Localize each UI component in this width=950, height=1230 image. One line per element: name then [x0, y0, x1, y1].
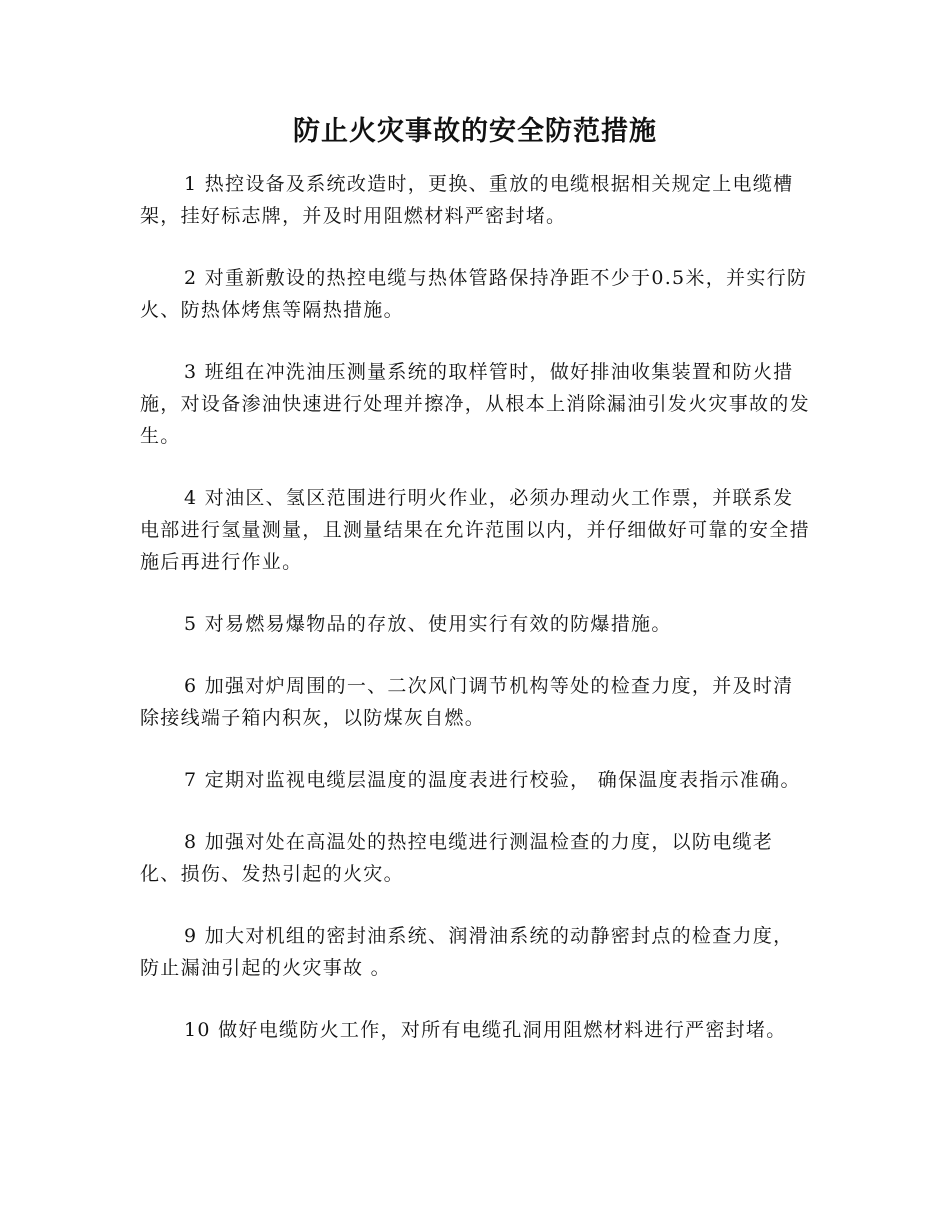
measure-item-2: 2 对重新敷设的热控电缆与热体管路保持净距不少于0.5米，并实行防火、防热体烤焦等隔热措施。 — [140, 267, 808, 321]
measure-item-10: 10 做好电缆防火工作，对所有电缆孔洞用阻燃材料进行严密封堵。 — [184, 1019, 787, 1041]
document-title: 防止火灾事故的安全防范措施 — [293, 116, 657, 147]
measures-list — [140, 168, 810, 1046]
measure-item-8: 8 加强对处在高温处的热控电缆进行测温检查的力度，以防电缆老化、损伤、发热引起的火灾。 — [140, 831, 774, 885]
measure-item-4: 4 对油区、氢区范围进行明火作业，必须办理动火工作票，并联系发电部进行氢量测量，且测量结果在允许范围以内，并仔细做好可靠的安全措施后再进行作业。 — [140, 487, 810, 573]
measure-item-6: 6 加强对炉周围的一、二次风门调节机构等处的检查力度，并及时清除接线端子箱内积灰，以防煤灰自燃。 — [140, 675, 794, 729]
measure-item-5: 5 对易燃易爆物品的存放、使用实行有效的防爆措施。 — [184, 613, 672, 635]
measure-item-1: 1 热控设备及系统改造时，更换、重放的电缆根据相关规定上电缆槽架，挂好标志牌，并及时用阻燃材料严密封堵。 — [140, 173, 794, 227]
measure-item-9: 9 加大对机组的密封油系统、润滑油系统的动静密封点的检查力度，防止漏油引起的火灾事故 。 — [140, 925, 794, 979]
measure-item-7: 7 定期对监视电缆层温度的温度表进行校验， 确保温度表指示准确。 — [184, 769, 801, 791]
measure-item-3: 3 班组在冲洗油压测量系统的取样管时，做好排油收集装置和防火措施，对设备渗油快速进行处理并擦净，从根本上消除漏油引发火灾事故的发生。 — [140, 361, 810, 447]
